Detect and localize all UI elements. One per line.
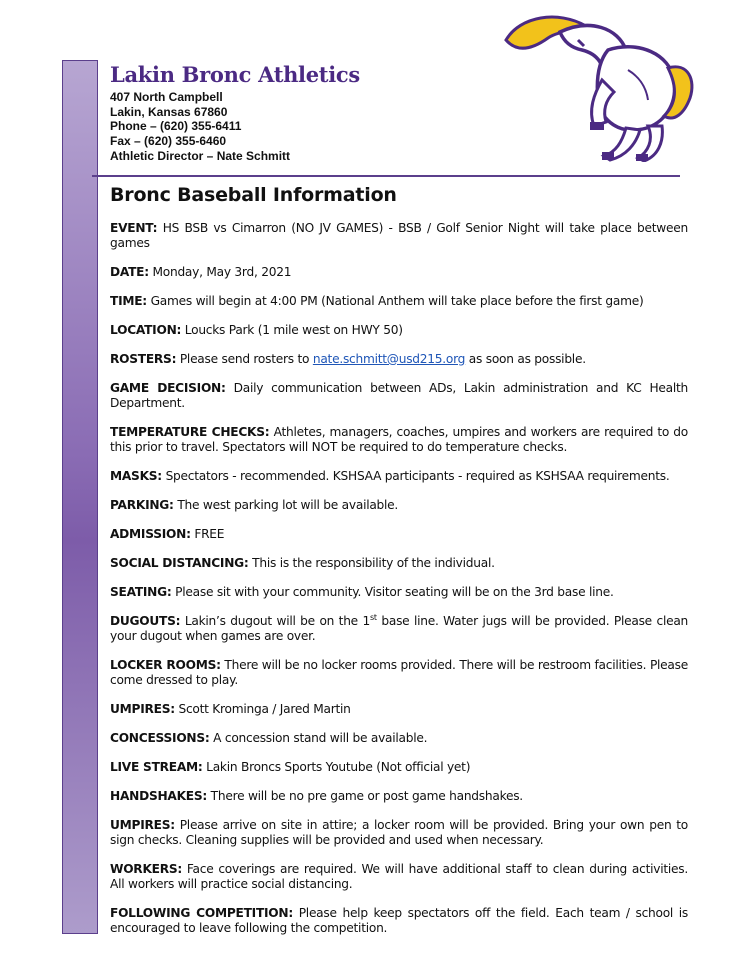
time-item (110, 294, 688, 309)
item-text: Please arrive on site in attire; a locker room will be provided. Bring your own pen to sign checks. Cleaning supplies will be provided and used when necessary. (110, 818, 688, 847)
item-text: base line. Water jugs will be provided. Please clean your dugout when games are over. (110, 614, 689, 643)
item-label: ROSTERS: (110, 352, 177, 366)
concessions-item (110, 731, 688, 746)
item-label: TIME: (110, 294, 147, 308)
item-text: FREE (194, 527, 225, 541)
email-link[interactable]: nate.schmitt@usd215.org (312, 352, 466, 366)
phone-line: Phone – (620) 355-6411 (110, 119, 242, 134)
athletic-director-line: Athletic Director – Nate Schmitt (110, 148, 291, 163)
item-text: Games will begin at 4:00 PM (National Anthem will take place before the first game) (150, 294, 644, 308)
item-text: Please send rosters to (179, 352, 310, 366)
item-label: UMPIRES: (110, 702, 175, 716)
item-text: This is the responsibility of the individual. (252, 556, 495, 570)
umpires-info-item (110, 818, 688, 848)
workers-item (110, 862, 688, 892)
item-text: Please help keep spectators off the field. Each team / school is encouraged to leave following the competition. (110, 906, 688, 935)
item-label: DUGOUTS: (110, 614, 181, 628)
game-decision-item (110, 381, 688, 411)
rosters-item (110, 352, 688, 367)
page-title: Bronc Baseball Information (110, 184, 397, 206)
item-label: LOCKER ROOMS: (110, 658, 221, 672)
item-label: TEMPERATURE CHECKS: (110, 425, 270, 439)
item-label: HANDSHAKES: (110, 789, 208, 803)
bronc-mascot-logo (498, 10, 698, 162)
parking-item (110, 498, 688, 513)
item-text: There will be no locker rooms provided. There will be restroom facilities. Please come dressed to play. (110, 658, 688, 687)
item-label: ADMISSION: (110, 527, 191, 541)
location-item (110, 323, 688, 338)
dugouts-item (110, 614, 688, 644)
item-label: WORKERS: (110, 862, 182, 876)
admission-item (110, 527, 688, 542)
address-line: 407 North Campbell (110, 90, 223, 104)
handshakes-item (110, 789, 688, 804)
item-label: CONCESSIONS: (110, 731, 210, 745)
item-text: Lakin’s dugout will be on the 1 (184, 614, 370, 628)
item-text: A concession stand will be available. (213, 731, 428, 745)
seating-item (110, 585, 688, 600)
item-text: Face coverings are required. We will have additional staff to clean during activities. All workers will practice social distancing. (110, 862, 688, 891)
item-label: PARKING: (110, 498, 174, 512)
temperature-checks-item (110, 425, 688, 455)
umpires-names-item (110, 702, 688, 717)
item-label: UMPIRES: (110, 818, 175, 832)
item-label: SEATING: (110, 585, 172, 599)
item-label: DATE: (110, 265, 149, 279)
letterhead (110, 62, 510, 164)
masks-item (110, 469, 688, 484)
item-text: HS BSB vs Cimarron (NO JV GAMES) - BSB / Golf Senior Night will take place between games (110, 221, 688, 250)
item-text: Spectators - recommended. KSHSAA participants - required as KSHSAA requirements. (165, 469, 670, 483)
item-text: Monday, May 3rd, 2021 (152, 265, 292, 279)
item-text: as soon as possible. (468, 352, 586, 366)
ordinal-suffix: st (370, 612, 377, 622)
header-divider (92, 175, 680, 177)
fax-line: Fax – (620) 355-6460 (110, 134, 227, 149)
locker-rooms-item (110, 658, 688, 688)
item-text: Please sit with your community. Visitor seating will be on the 3rd base line. (175, 585, 614, 599)
item-label: GAME DECISION: (110, 381, 226, 395)
address-line: Lakin, Kansas 67860 (110, 104, 228, 119)
date-item (110, 265, 688, 280)
item-label: EVENT: (110, 221, 158, 235)
org-name: Lakin Bronc Athletics (110, 62, 360, 87)
info-body (110, 184, 688, 936)
item-text: Athletes, managers, coaches, umpires and workers are required to do this prior to travel. Spectators will NOT be required to do temperature checks. (110, 425, 688, 454)
item-text: Lakin Broncs Sports Youtube (Not official yet) (206, 760, 471, 774)
item-text: Daily communication between ADs, Lakin administration and KC Health Department. (110, 381, 688, 410)
item-text: Scott Krominga / Jared Martin (178, 702, 351, 716)
item-label: SOCIAL DISTANCING: (110, 556, 249, 570)
following-competition-item (110, 906, 688, 936)
item-text: Loucks Park (1 mile west on HWY 50) (184, 323, 403, 337)
live-stream-item (110, 760, 688, 775)
item-text: There will be no pre game or post game handshakes. (210, 789, 523, 803)
item-label: LIVE STREAM: (110, 760, 203, 774)
item-text: The west parking lot will be available. (177, 498, 399, 512)
item-label: LOCATION: (110, 323, 182, 337)
social-distancing-item (110, 556, 688, 571)
item-label: MASKS: (110, 469, 162, 483)
item-label: FOLLOWING COMPETITION: (110, 906, 293, 920)
event-item (110, 221, 688, 251)
decorative-sidebar-bar (62, 60, 98, 934)
